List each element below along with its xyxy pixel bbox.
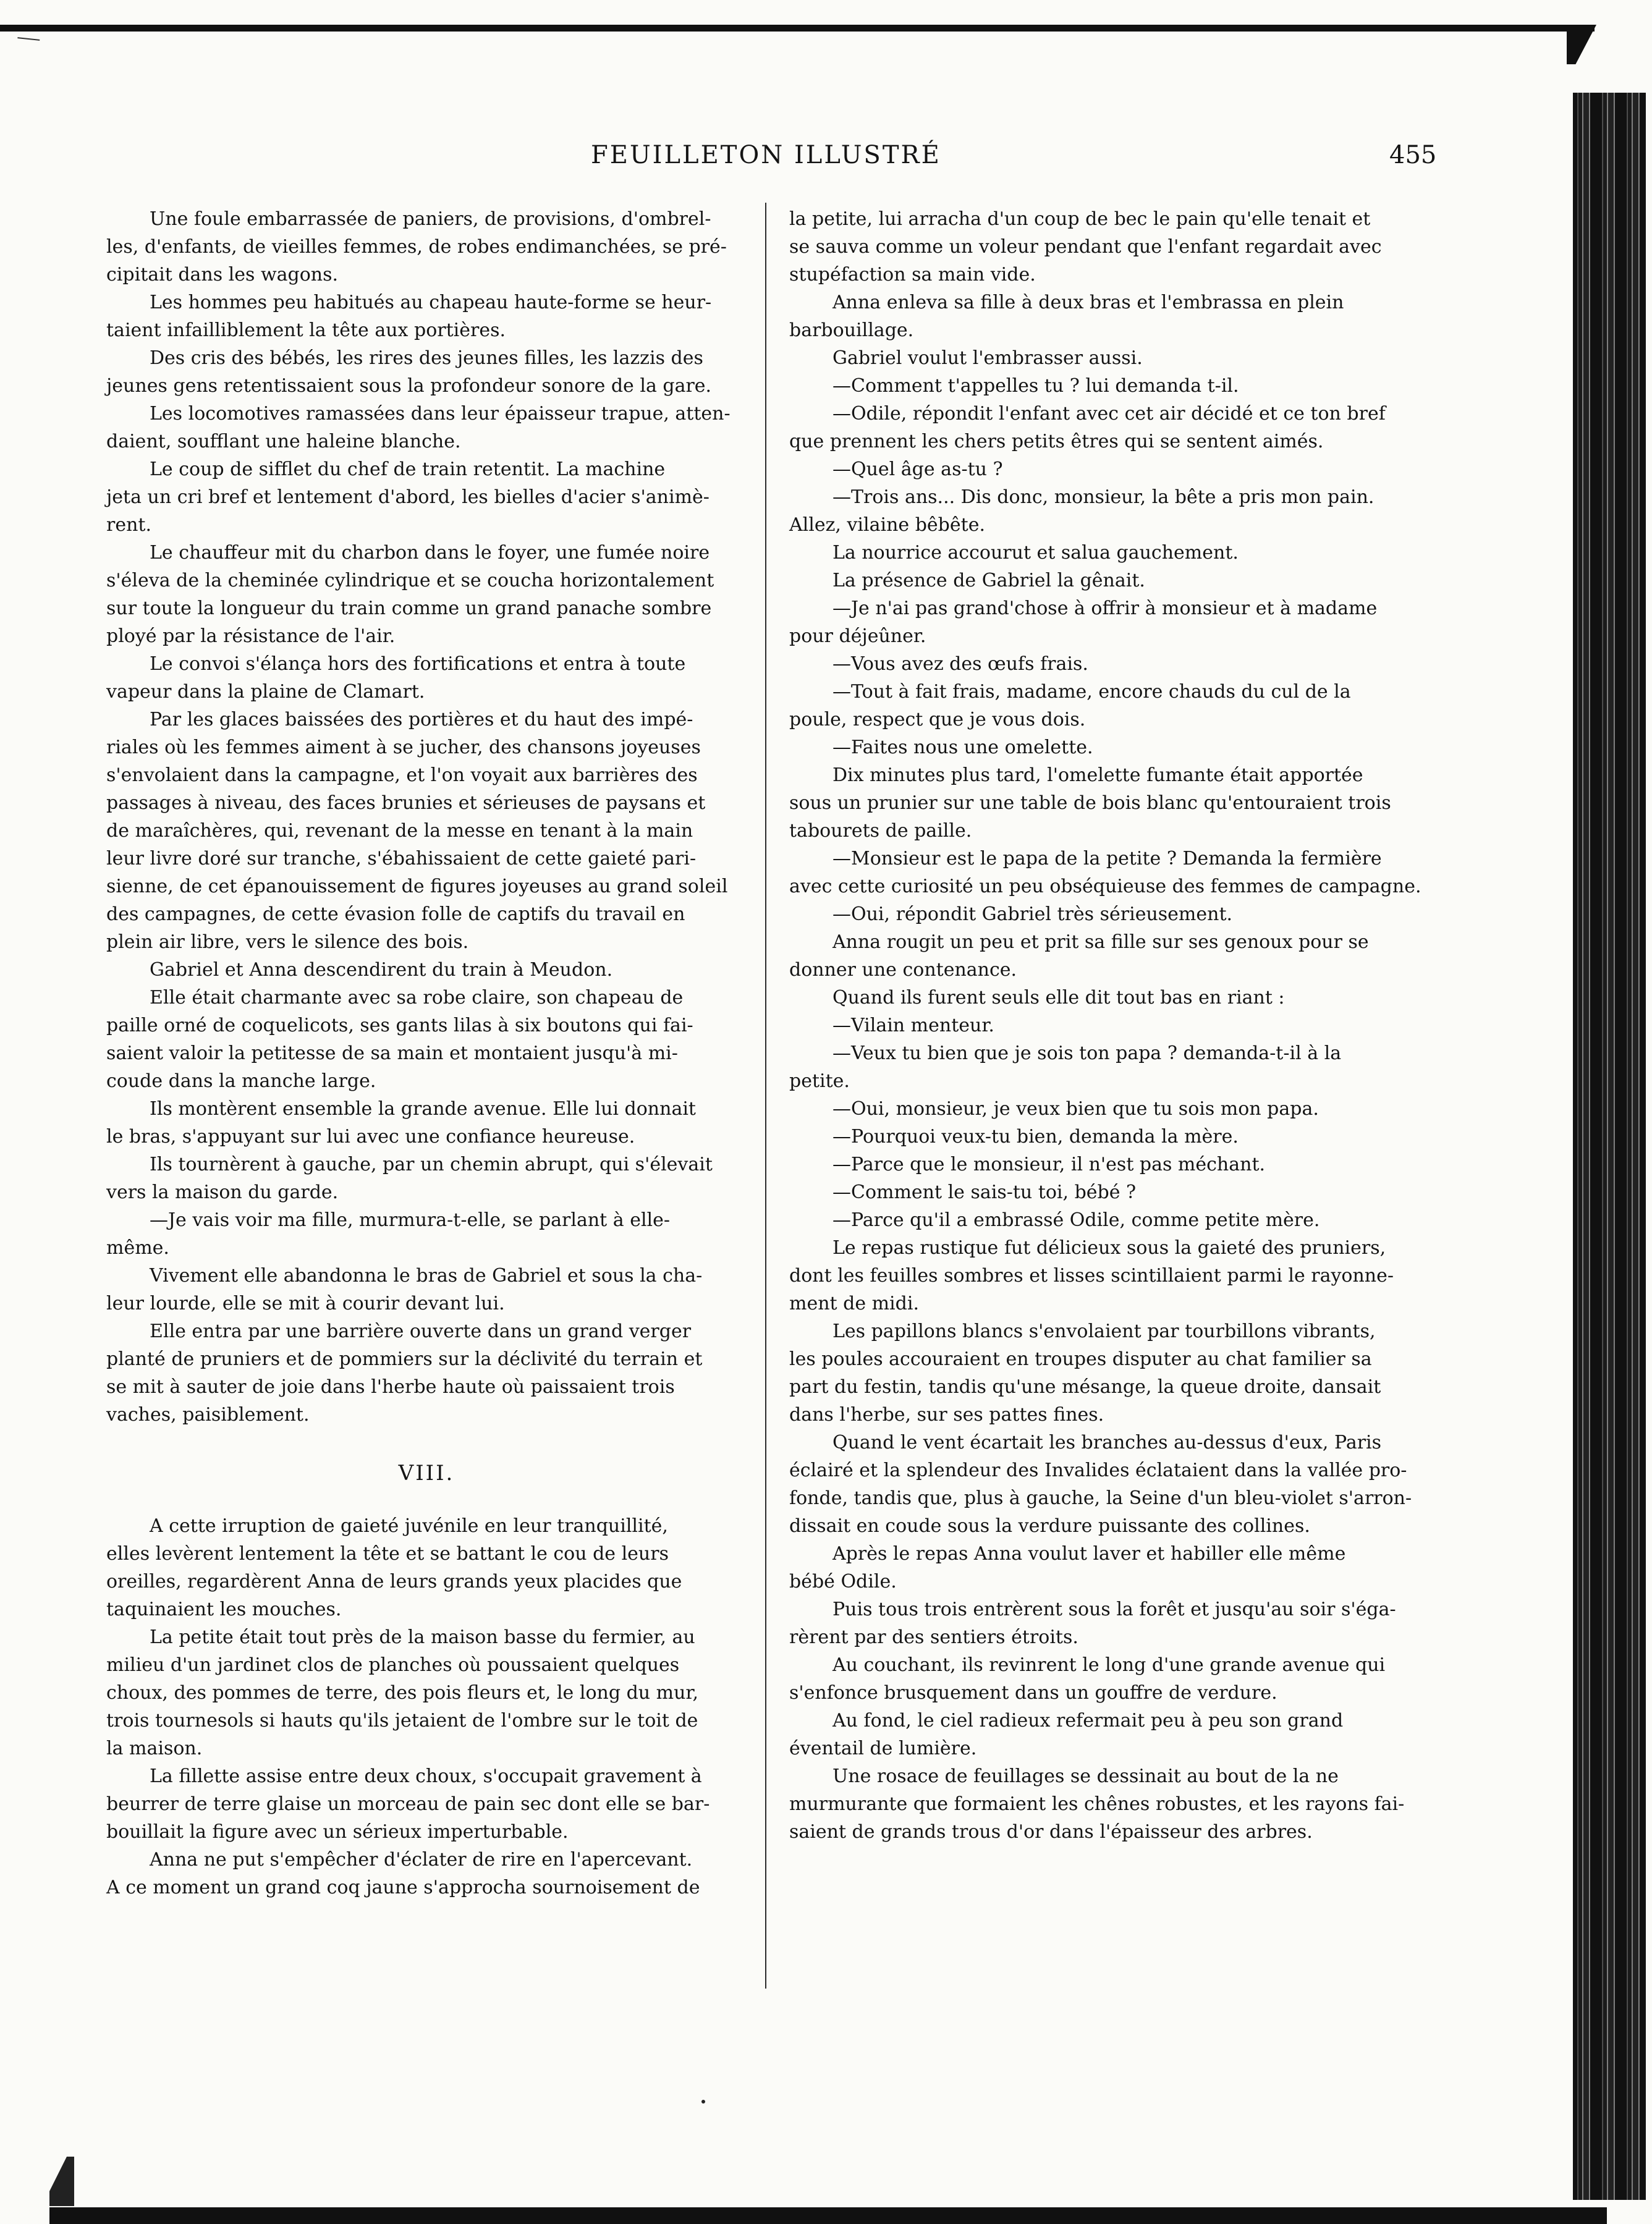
paragraph: Les hommes peu habitués au chapeau haute-forme se heur- taient infailliblement la tête aux portières. bbox=[106, 292, 712, 341]
paragraph: —Parce qu'il a embrassé Odile, comme petite mère. bbox=[832, 1209, 1320, 1231]
bottom-border-rule bbox=[49, 2207, 1607, 2224]
scan-speck bbox=[701, 2100, 705, 2103]
paragraph: —Comment le sais-tu toi, bébé ? bbox=[832, 1182, 1137, 1203]
paragraph: —Faites nous une omelette. bbox=[832, 737, 1093, 758]
paragraph: Elle entra par une barrière ouverte dans un grand verger planté de pruniers et de pommiers sur la déclivité du terrain et se mit à sauter de joie dans l'herbe haute où paissaient trois vaches, paisiblement. bbox=[106, 1321, 703, 1426]
paragraph: Vivement elle abandonna le bras de Gabriel et sous la cha- leur lourde, elle se mit à courir devant lui. bbox=[106, 1265, 703, 1314]
paragraph: Par les glaces baissées des portières et du haut des impé- riales où les femmes aiment à se jucher, des chansons joyeuses s'envolaient dans la campagne, et l'on voyait aux barrières des passages à niveau, des faces brunies et sérieuses de paysans et de maraîchères, qui, revenant de la messe en tenant à la main leur livre doré sur tranche, s'ébahissaient de cette gaieté pari- sienne, de cet épanouissement de figures joyeuses au grand soleil des campagnes, de cette évasion folle de captifs du travail en plein air libre, vers le silence des bois. bbox=[106, 709, 728, 953]
paragraph: Quand ils furent seuls elle dit tout bas en riant : bbox=[832, 987, 1285, 1008]
paragraph: Le convoi s'élança hors des fortifications et entra à toute vapeur dans la plaine de Clamart. bbox=[106, 653, 686, 703]
paragraph: Le coup de sifflet du chef de train retentit. La machine jeta un cri bref et lentement d'abord, les bielles d'acier s'animè- rent. bbox=[106, 459, 710, 536]
paragraph: Des cris des bébés, les rires des jeunes filles, les lazzis des jeunes gens retentissaient sous la profondeur sonore de la gare. bbox=[106, 347, 712, 397]
running-title: FEUILLETON ILLUSTRÉ bbox=[591, 141, 941, 169]
paragraph: Les locomotives ramassées dans leur épaisseur trapue, atten- daient, soufflant une haleine blanche. bbox=[106, 403, 731, 452]
paragraph: La présence de Gabriel la gênait. bbox=[832, 570, 1145, 591]
paragraph: —Pourquoi veux-tu bien, demanda la mère. bbox=[832, 1126, 1239, 1148]
column-divider bbox=[765, 203, 766, 1989]
paragraph: —Comment t'appelles tu ? lui demanda t-il. bbox=[832, 375, 1239, 397]
paragraph: La nourrice accourut et salua gauchement. bbox=[832, 542, 1239, 564]
paragraph: Dix minutes plus tard, l'omelette fumante était apportée sous un prunier sur une table de bois blanc qu'entouraient trois tabourets de paille. bbox=[789, 764, 1391, 842]
paragraph: Après le repas Anna voulut laver et habiller elle même bébé Odile. bbox=[789, 1543, 1346, 1592]
paragraph: Gabriel et Anna descendirent du train à Meudon. bbox=[150, 959, 613, 981]
continued-paragraph: la petite, lui arracha d'un coup de bec le pain qu'elle tenait et se sauva comme un voleur pendant que l'enfant regardait avec stupéfaction sa main vide. bbox=[789, 208, 1382, 285]
paragraph: Gabriel voulut l'embrasser aussi. bbox=[832, 347, 1143, 369]
paragraph: —Oui, répondit Gabriel très sérieusement. bbox=[832, 903, 1233, 925]
paragraph: Les papillons blancs s'envolaient par tourbillons vibrants, les poules accouraient en troupes disputer au chat familier sa part du festin, tandis qu'une mésange, la queue droite, dansait dans l'herbe, sur ses pattes fines. bbox=[789, 1321, 1381, 1426]
page-number: 455 bbox=[1389, 141, 1437, 169]
section-heading: VIII. bbox=[398, 1461, 455, 1486]
paragraph: Anna enleva sa fille à deux bras et l'embrassa en plein barbouillage. bbox=[789, 292, 1344, 341]
paragraph: Le repas rustique fut délicieux sous la gaieté des pruniers, dont les feuilles sombres et lisses scintillaient parmi le rayonne- ment de midi. bbox=[789, 1237, 1394, 1314]
scan-mark bbox=[17, 37, 40, 44]
top-border-rule bbox=[0, 25, 1595, 32]
paragraph: Ils tournèrent à gauche, par un chemin abrupt, qui s'élevait vers la maison du garde. bbox=[106, 1154, 713, 1203]
paragraph: Puis tous trois entrèrent sous la forêt et jusqu'au soir s'éga- rèrent par des sentiers étroits. bbox=[789, 1599, 1396, 1648]
bottom-corner-mark bbox=[49, 2157, 74, 2206]
paragraph: Quand le vent écartait les branches au-dessus d'eux, Paris éclairé et la splendeur des Invalides éclataient dans la vallée pro- fonde, tandis que, plus à gauche, la Seine d'un bleu-violet s'arron- dissait en coude sous la verdure puissante des collines. bbox=[789, 1432, 1412, 1537]
paragraph: —Je n'ai pas grand'chose à offrir à monsieur et à madame pour déjeûner. bbox=[789, 598, 1378, 647]
paragraph: Elle était charmante avec sa robe claire, son chapeau de paille orné de coquelicots, ses gants lilas à six boutons qui fai- saient valoir la petitesse de sa main et montaient jusqu'à mi- coude dans la manche large. bbox=[106, 987, 693, 1092]
paragraph: Ils montèrent ensemble la grande avenue. Elle lui donnait le bras, s'appuyant sur lui avec une confiance heureuse. bbox=[106, 1098, 696, 1148]
paragraph: —Quel âge as-tu ? bbox=[832, 459, 1003, 480]
top-corner-mark bbox=[1567, 25, 1596, 64]
paragraph: Au couchant, ils revinrent le long d'une grande avenue qui s'enfonce brusquement dans un gouffre de verdure. bbox=[789, 1654, 1386, 1704]
paragraph: —Monsieur est le papa de la petite ? Demanda la fermière avec cette curiosité un peu obséquieuse des femmes de campagne. bbox=[789, 848, 1421, 897]
paragraph: A cette irruption de gaieté juvénile en leur tranquillité, elles levèrent lentement la tête et se battant le cou de leurs oreilles, regardèrent Anna de leurs grands yeux placides que taquinaient les mouches. bbox=[106, 1515, 682, 1620]
page-header bbox=[0, 141, 1607, 178]
paragraph: —Vous avez des œufs frais. bbox=[832, 653, 1088, 675]
paragraph: Une rosace de feuillages se dessinait au bout de la ne murmurante que formaient les chênes robustes, et les rayons fai- saient de grands trous d'or dans l'épaisseur des arbres. bbox=[789, 1765, 1405, 1843]
paragraph: Anna ne put s'empêcher d'éclater de rire en l'apercevant. A ce moment un grand coq jaune s'approcha sournoisement de bbox=[106, 1849, 700, 1898]
paragraph: Le chauffeur mit du charbon dans le foyer, une fumée noire s'éleva de la cheminée cylindrique et se coucha horizontalement sur toute la longueur du train comme un grand panache sombre ployé par la résistance de l'air. bbox=[106, 542, 714, 647]
paragraph: Anna rougit un peu et prit sa fille sur ses genoux pour se donner une contenance. bbox=[789, 931, 1369, 981]
paragraph: —Odile, répondit l'enfant avec cet air décidé et ce ton bref que prennent les chers petits êtres qui se sentent aimés. bbox=[789, 403, 1386, 452]
paragraph: —Vilain menteur. bbox=[832, 1015, 994, 1036]
paragraph: —Veux tu bien que je sois ton papa ? demanda-t-il à la petite. bbox=[789, 1042, 1342, 1092]
scanned-page-edge bbox=[1573, 93, 1646, 2200]
paragraph: —Trois ans... Dis donc, monsieur, la bête a pris mon pain. Allez, vilaine bêbête. bbox=[789, 486, 1375, 536]
right-column bbox=[789, 205, 1432, 1846]
paragraph: Une foule embarrassée de paniers, de provisions, d'ombrel- les, d'enfants, de vieilles femmes, de robes endimanchées, se pré- cipitait dans les wagons. bbox=[106, 208, 727, 285]
paragraph: —Je vais voir ma fille, murmura-t-elle, se parlant à elle- même. bbox=[106, 1209, 671, 1259]
paragraph: —Parce que le monsieur, il n'est pas méchant. bbox=[832, 1154, 1266, 1175]
paragraph: —Tout à fait frais, madame, encore chauds du cul de la poule, respect que je vous dois. bbox=[789, 681, 1351, 730]
paragraph: Au fond, le ciel radieux refermait peu à peu son grand éventail de lumière. bbox=[789, 1710, 1344, 1759]
paragraph: —Oui, monsieur, je veux bien que tu sois mon papa. bbox=[832, 1098, 1319, 1120]
paragraph: La petite était tout près de la maison basse du fermier, au milieu d'un jardinet clos de planches où poussaient quelques choux, des pommes de terre, des pois fleurs et, le long du mur, trois tournesols si hauts qu'ils jetaient de l'ombre sur le toit de la maison. bbox=[106, 1626, 698, 1759]
paragraph: La fillette assise entre deux choux, s'occupait gravement à beurrer de terre glaise un morceau de pain sec dont elle se bar- bouillait la figure avec un sérieux imperturbable. bbox=[106, 1765, 710, 1843]
left-column bbox=[106, 205, 747, 1901]
